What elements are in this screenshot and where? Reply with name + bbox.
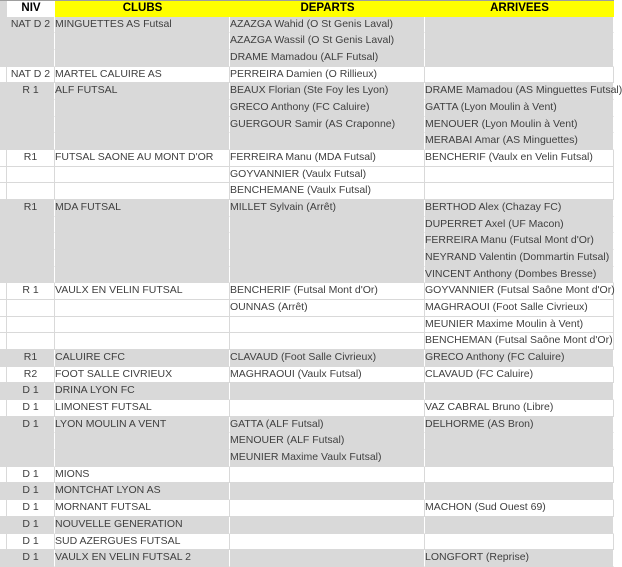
club-row-line bbox=[0, 517, 614, 534]
club-cell bbox=[55, 50, 230, 67]
arrivee-cell bbox=[425, 33, 614, 50]
club-row-line bbox=[0, 417, 614, 434]
club-cell bbox=[55, 300, 230, 317]
arrivee-cell: GRECO Anthony (FC Caluire) bbox=[425, 350, 614, 367]
depart-cell bbox=[230, 483, 425, 500]
club-cell bbox=[55, 433, 230, 450]
left-margin-cell bbox=[0, 83, 7, 100]
club-cell bbox=[55, 267, 230, 284]
depart-cell: BENCHERIF (Futsal Mont d'Or) bbox=[230, 283, 425, 300]
niv-cell bbox=[7, 300, 55, 317]
left-margin-header-cell bbox=[0, 1, 7, 17]
left-margin-cell bbox=[0, 550, 7, 567]
club-row-line bbox=[0, 333, 614, 350]
left-margin-cell bbox=[0, 367, 7, 384]
club-cell: MINGUETTES AS Futsal bbox=[55, 17, 230, 34]
club-cell: VAULX EN VELIN FUTSAL 2 bbox=[55, 550, 230, 567]
niv-cell bbox=[7, 317, 55, 334]
niv-cell: R2 bbox=[7, 367, 55, 384]
arrivee-cell bbox=[425, 433, 614, 450]
club-row-line bbox=[0, 150, 614, 167]
depart-cell: BEAUX Florian (Ste Foy les Lyon) bbox=[230, 83, 425, 100]
club-cell bbox=[55, 450, 230, 467]
left-margin-cell bbox=[0, 183, 7, 200]
arrivee-cell: VAZ CABRAL Bruno (Libre) bbox=[425, 400, 614, 417]
club-cell: MONTCHAT LYON AS bbox=[55, 483, 230, 500]
arrivee-cell bbox=[425, 167, 614, 184]
club-row-line bbox=[0, 33, 614, 50]
niv-cell: R1 bbox=[7, 350, 55, 367]
club-row-line bbox=[0, 500, 614, 517]
club-row-line bbox=[0, 550, 614, 567]
left-margin-cell bbox=[0, 67, 7, 84]
arrivee-cell bbox=[425, 483, 614, 500]
arrivee-cell: DRAME Mamadou (AS Minguettes Futsal) bbox=[425, 83, 614, 100]
column-header-departs: DEPARTS bbox=[230, 1, 425, 17]
left-margin-cell bbox=[0, 383, 7, 400]
depart-cell bbox=[230, 383, 425, 400]
depart-cell bbox=[230, 333, 425, 350]
niv-cell bbox=[7, 333, 55, 350]
niv-cell: D 1 bbox=[7, 483, 55, 500]
left-margin-cell bbox=[0, 250, 7, 267]
arrivee-cell: DELHORME (AS Bron) bbox=[425, 417, 614, 434]
arrivee-cell: GATTA (Lyon Moulin à Vent) bbox=[425, 100, 614, 117]
left-margin-cell bbox=[0, 400, 7, 417]
arrivee-cell: FERREIRA Manu (Futsal Mont d'Or) bbox=[425, 233, 614, 250]
depart-cell: MAGHRAOUI (Vaulx Futsal) bbox=[230, 367, 425, 384]
left-margin-cell bbox=[0, 283, 7, 300]
arrivee-cell: CLAVAUD (FC Caluire) bbox=[425, 367, 614, 384]
left-margin-cell bbox=[0, 233, 7, 250]
club-cell: VAULX EN VELIN FUTSAL bbox=[55, 283, 230, 300]
club-cell: MARTEL CALUIRE AS bbox=[55, 67, 230, 84]
club-cell bbox=[55, 317, 230, 334]
club-cell: LIMONEST FUTSAL bbox=[55, 400, 230, 417]
arrivee-cell: NEYRAND Valentin (Dommartin Futsal) bbox=[425, 250, 614, 267]
club-cell: SUD AZERGUES FUTSAL bbox=[55, 534, 230, 551]
club-row-line bbox=[0, 250, 614, 267]
depart-cell bbox=[230, 550, 425, 567]
arrivee-cell: MAGHRAOUI (Foot Salle Civrieux) bbox=[425, 300, 614, 317]
arrivee-cell bbox=[425, 467, 614, 484]
club-row-line bbox=[0, 267, 614, 284]
left-margin-cell bbox=[0, 33, 7, 50]
depart-cell bbox=[230, 400, 425, 417]
depart-cell: GRECO Anthony (FC Caluire) bbox=[230, 100, 425, 117]
niv-cell bbox=[7, 233, 55, 250]
club-row-line bbox=[0, 50, 614, 67]
club-row-line bbox=[0, 483, 614, 500]
niv-cell bbox=[7, 250, 55, 267]
club-cell: MIONS bbox=[55, 467, 230, 484]
niv-cell bbox=[7, 33, 55, 50]
arrivee-cell: MACHON (Sud Ouest 69) bbox=[425, 500, 614, 517]
left-margin-cell bbox=[0, 333, 7, 350]
arrivee-cell: BENCHEMAN (Futsal Saône Mont d'Or) bbox=[425, 333, 614, 350]
niv-cell bbox=[7, 183, 55, 200]
arrivee-cell: BERTHOD Alex (Chazay FC) bbox=[425, 200, 614, 217]
depart-cell bbox=[230, 250, 425, 267]
left-margin-cell bbox=[0, 150, 7, 167]
left-margin-cell bbox=[0, 417, 7, 434]
header-row bbox=[0, 1, 614, 17]
arrivee-cell: MERABAI Amar (AS Minguettes) bbox=[425, 133, 614, 150]
club-cell bbox=[55, 117, 230, 134]
left-margin-cell bbox=[0, 500, 7, 517]
club-row-line bbox=[0, 317, 614, 334]
arrivee-cell bbox=[425, 534, 614, 551]
niv-cell: D 1 bbox=[7, 417, 55, 434]
niv-cell: D 1 bbox=[7, 550, 55, 567]
niv-cell bbox=[7, 117, 55, 134]
left-margin-cell bbox=[0, 100, 7, 117]
club-cell: DRINA LYON FC bbox=[55, 383, 230, 400]
club-row-line bbox=[0, 367, 614, 384]
left-margin-cell bbox=[0, 167, 7, 184]
depart-cell bbox=[230, 500, 425, 517]
depart-cell bbox=[230, 317, 425, 334]
arrivee-cell bbox=[425, 50, 614, 67]
arrivee-cell bbox=[425, 17, 614, 34]
club-cell: ALF FUTSAL bbox=[55, 83, 230, 100]
club-cell bbox=[55, 233, 230, 250]
club-cell bbox=[55, 167, 230, 184]
depart-cell bbox=[230, 467, 425, 484]
club-row-line bbox=[0, 534, 614, 551]
left-margin-cell bbox=[0, 200, 7, 217]
club-row-line bbox=[0, 433, 614, 450]
table-body bbox=[0, 17, 622, 567]
depart-cell: BENCHEMANE (Vaulx Futsal) bbox=[230, 183, 425, 200]
column-header-arrivees: ARRIVEES bbox=[425, 1, 614, 17]
club-cell: MORNANT FUTSAL bbox=[55, 500, 230, 517]
depart-cell: AZAZGA Wassil (O St Genis Laval) bbox=[230, 33, 425, 50]
depart-cell: CLAVAUD (Foot Salle Civrieux) bbox=[230, 350, 425, 367]
arrivee-cell bbox=[425, 183, 614, 200]
arrivee-cell bbox=[425, 67, 614, 84]
club-cell: FOOT SALLE CIVRIEUX bbox=[55, 367, 230, 384]
club-cell: CALUIRE CFC bbox=[55, 350, 230, 367]
depart-cell: PERREIRA Damien (O Rillieux) bbox=[230, 67, 425, 84]
club-cell bbox=[55, 33, 230, 50]
club-cell: MDA FUTSAL bbox=[55, 200, 230, 217]
club-row-line bbox=[0, 383, 614, 400]
niv-cell: D 1 bbox=[7, 500, 55, 517]
left-margin-cell bbox=[0, 317, 7, 334]
depart-cell: MENOUER (ALF Futsal) bbox=[230, 433, 425, 450]
club-row-line bbox=[0, 217, 614, 234]
depart-cell: DRAME Mamadou (ALF Futsal) bbox=[230, 50, 425, 67]
column-header-niv: NIV bbox=[7, 1, 55, 17]
left-margin-cell bbox=[0, 267, 7, 284]
club-row-line bbox=[0, 183, 614, 200]
column-header-clubs: CLUBS bbox=[55, 1, 230, 17]
niv-cell bbox=[7, 433, 55, 450]
arrivee-cell bbox=[425, 383, 614, 400]
club-cell bbox=[55, 133, 230, 150]
club-row-line bbox=[0, 17, 614, 34]
left-margin-cell bbox=[0, 50, 7, 67]
depart-cell: GOYVANNIER (Vaulx Futsal) bbox=[230, 167, 425, 184]
depart-cell: MEUNIER Maxime Vaulx Futsal) bbox=[230, 450, 425, 467]
arrivee-cell: MENOUER (Lyon Moulin à Vent) bbox=[425, 117, 614, 134]
left-margin-cell bbox=[0, 17, 7, 34]
depart-cell bbox=[230, 534, 425, 551]
niv-cell: D 1 bbox=[7, 467, 55, 484]
niv-cell bbox=[7, 133, 55, 150]
left-margin-cell bbox=[0, 117, 7, 134]
left-margin-cell bbox=[0, 534, 7, 551]
niv-cell: NAT D 2 bbox=[7, 67, 55, 84]
club-cell bbox=[55, 333, 230, 350]
club-cell bbox=[55, 100, 230, 117]
club-row-line bbox=[0, 283, 614, 300]
arrivee-cell: BENCHERIF (Vaulx en Velin Futsal) bbox=[425, 150, 614, 167]
niv-cell: D 1 bbox=[7, 400, 55, 417]
club-row-line bbox=[0, 117, 614, 134]
club-cell bbox=[55, 183, 230, 200]
table-header bbox=[0, 1, 614, 17]
left-margin-cell bbox=[0, 350, 7, 367]
club-cell bbox=[55, 250, 230, 267]
niv-cell: D 1 bbox=[7, 517, 55, 534]
left-margin-cell bbox=[0, 217, 7, 234]
arrivee-cell: GOYVANNIER (Futsal Saône Mont d'Or) bbox=[425, 283, 614, 300]
club-row-line bbox=[0, 233, 614, 250]
depart-cell bbox=[230, 233, 425, 250]
depart-cell: GATTA (ALF Futsal) bbox=[230, 417, 425, 434]
niv-cell: R1 bbox=[7, 150, 55, 167]
niv-cell: R 1 bbox=[7, 83, 55, 100]
niv-cell bbox=[7, 450, 55, 467]
club-row-line bbox=[0, 83, 614, 100]
club-cell: LYON MOULIN A VENT bbox=[55, 417, 230, 434]
left-margin-cell bbox=[0, 517, 7, 534]
depart-cell: AZAZGA Wahid (O St Genis Laval) bbox=[230, 17, 425, 34]
niv-cell bbox=[7, 267, 55, 284]
club-cell: NOUVELLE GENERATION bbox=[55, 517, 230, 534]
depart-cell bbox=[230, 517, 425, 534]
left-margin-cell bbox=[0, 133, 7, 150]
club-row-line bbox=[0, 467, 614, 484]
depart-cell bbox=[230, 267, 425, 284]
club-row-line bbox=[0, 133, 614, 150]
transfers-table bbox=[0, 1, 622, 567]
niv-cell: NAT D 2 bbox=[7, 17, 55, 34]
club-row-line bbox=[0, 167, 614, 184]
left-margin-cell bbox=[0, 467, 7, 484]
club-row-line bbox=[0, 300, 614, 317]
left-margin-cell bbox=[0, 433, 7, 450]
arrivee-cell bbox=[425, 450, 614, 467]
club-row-line bbox=[0, 450, 614, 467]
club-row-line bbox=[0, 350, 614, 367]
niv-cell bbox=[7, 50, 55, 67]
niv-cell: D 1 bbox=[7, 534, 55, 551]
club-row-line bbox=[0, 100, 614, 117]
depart-cell: MILLET Sylvain (Arrêt) bbox=[230, 200, 425, 217]
niv-cell bbox=[7, 167, 55, 184]
depart-cell: GUERGOUR Samir (AS Craponne) bbox=[230, 117, 425, 134]
arrivee-cell: MEUNIER Maxime Moulin à Vent) bbox=[425, 317, 614, 334]
left-margin-cell bbox=[0, 450, 7, 467]
depart-cell: FERREIRA Manu (MDA Futsal) bbox=[230, 150, 425, 167]
club-cell bbox=[55, 217, 230, 234]
niv-cell: R 1 bbox=[7, 283, 55, 300]
left-margin-cell bbox=[0, 300, 7, 317]
depart-cell: OUNNAS (Arrêt) bbox=[230, 300, 425, 317]
arrivee-cell: LONGFORT (Reprise) bbox=[425, 550, 614, 567]
niv-cell bbox=[7, 100, 55, 117]
depart-cell bbox=[230, 133, 425, 150]
left-margin-cell bbox=[0, 483, 7, 500]
niv-cell: D 1 bbox=[7, 383, 55, 400]
club-row-line bbox=[0, 200, 614, 217]
niv-cell: R1 bbox=[7, 200, 55, 217]
arrivee-cell: VINCENT Anthony (Dombes Bresse) bbox=[425, 267, 614, 284]
arrivee-cell: DUPERRET Axel (UF Macon) bbox=[425, 217, 614, 234]
club-row-line bbox=[0, 67, 614, 84]
arrivee-cell bbox=[425, 517, 614, 534]
club-cell: FUTSAL SAONE AU MONT D'OR bbox=[55, 150, 230, 167]
depart-cell bbox=[230, 217, 425, 234]
niv-cell bbox=[7, 217, 55, 234]
club-row-line bbox=[0, 400, 614, 417]
